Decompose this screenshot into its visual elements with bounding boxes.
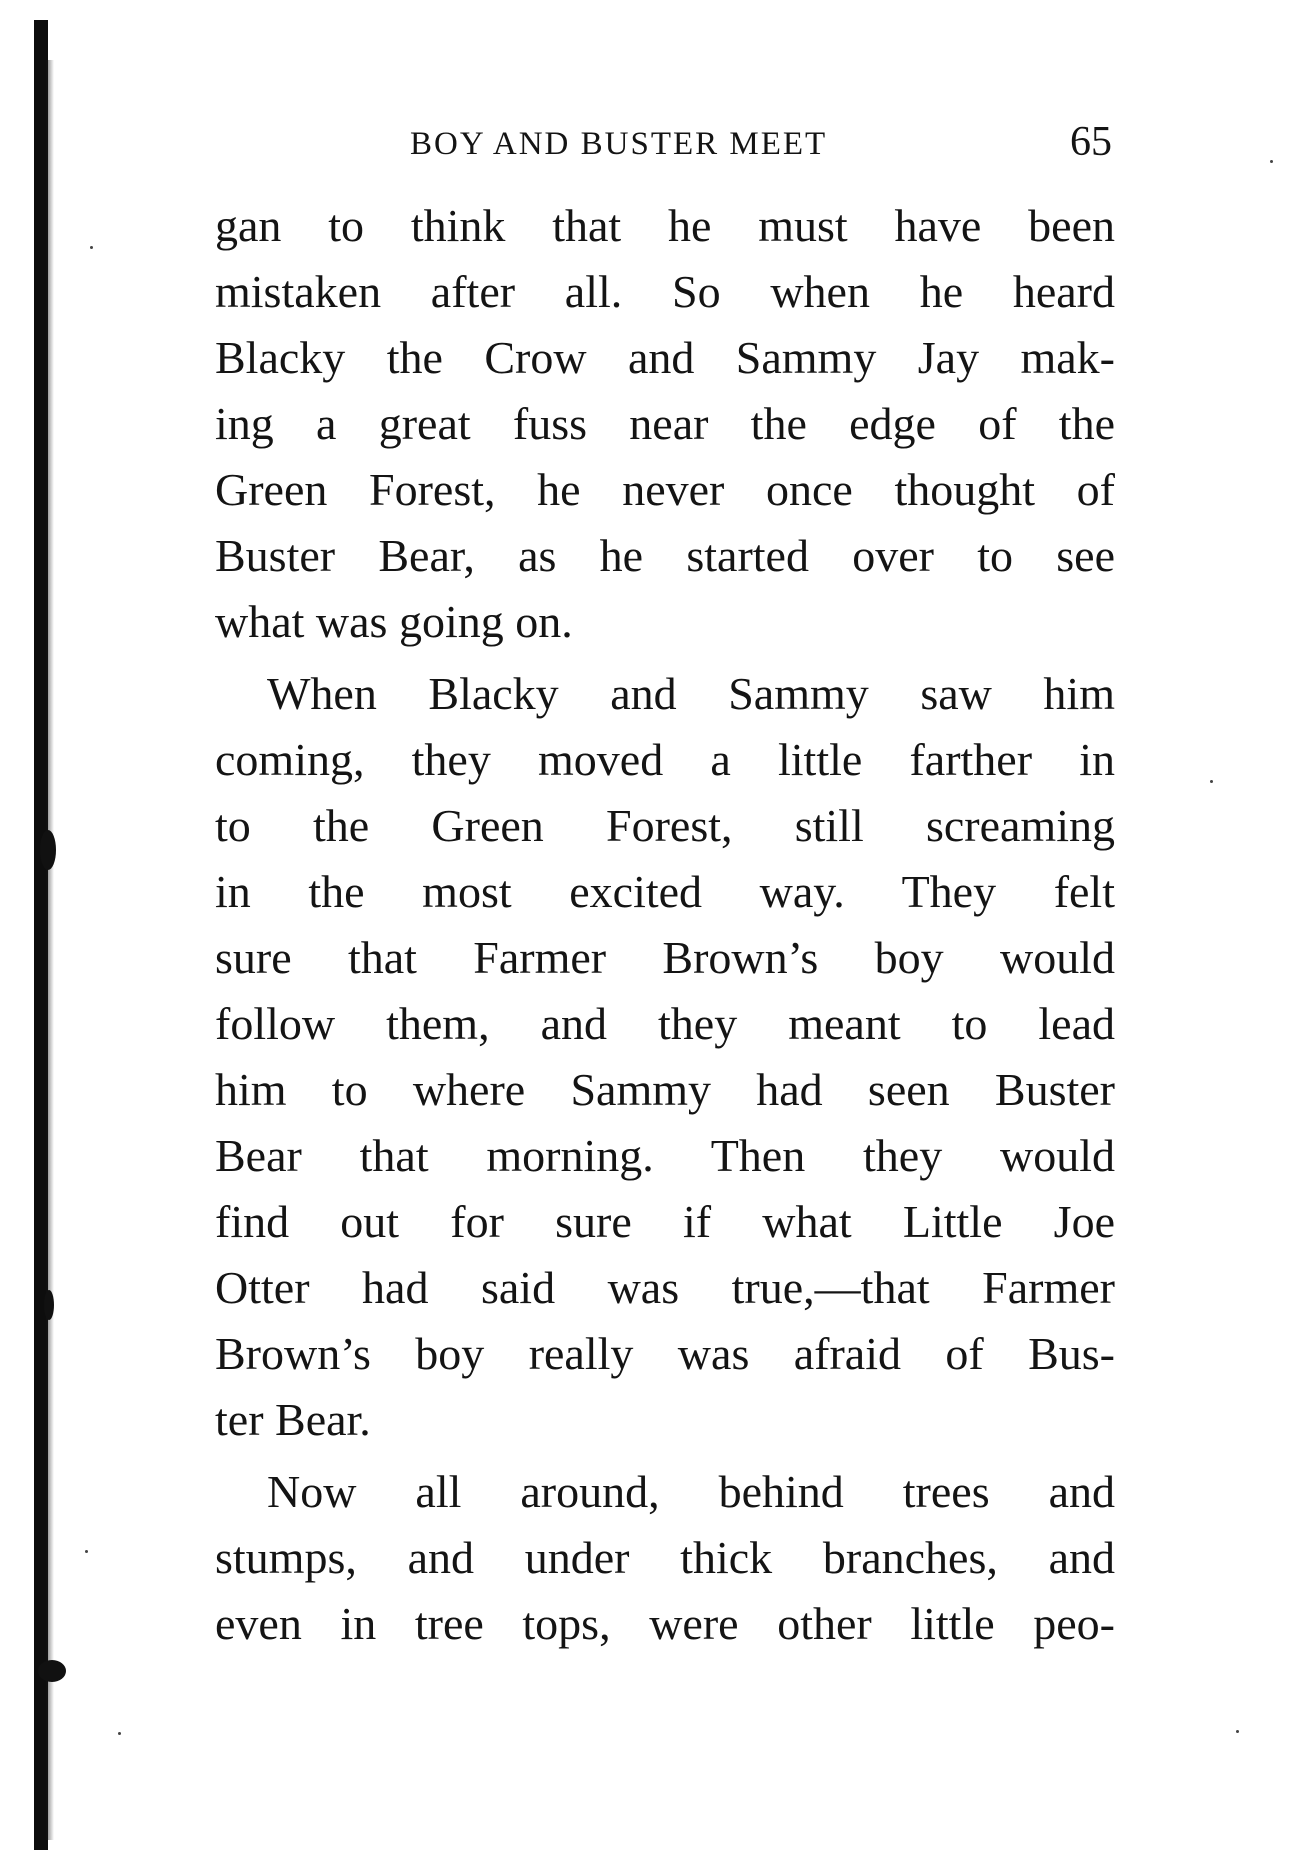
text-line: Otter had said was true,—that Farmer xyxy=(215,1262,1115,1313)
text-line: Buster Bear, as he started over to see xyxy=(215,530,1115,581)
text-line: mistaken after all. So when he heard xyxy=(215,266,1115,317)
text-line: Green Forest, he never once thought of xyxy=(215,464,1115,515)
ink-blot xyxy=(40,830,56,870)
scan-speck xyxy=(90,246,93,249)
text-line: Now all around, behind trees and xyxy=(267,1466,1115,1517)
text-line: to the Green Forest, still screaming xyxy=(215,800,1115,851)
text-line: ing a great fuss near the edge of the xyxy=(215,398,1115,449)
scan-speck xyxy=(1210,780,1213,783)
running-head: BOY AND BUSTER MEET xyxy=(410,126,828,162)
scan-speck xyxy=(1270,160,1273,163)
text-line: stumps, and under thick branches, and xyxy=(215,1532,1115,1583)
ink-blot xyxy=(44,1290,54,1320)
text-line: coming, they moved a little farther in xyxy=(215,734,1115,785)
text-line: Bear that morning. Then they would xyxy=(215,1130,1115,1181)
binding-shadow xyxy=(46,60,54,1840)
text-line: Brown’s boy really was afraid of Bus- xyxy=(215,1328,1115,1379)
scan-speck xyxy=(1236,1730,1239,1733)
paragraph xyxy=(215,1459,1115,1657)
text-line: find out for sure if what Little Joe xyxy=(215,1196,1115,1247)
scan-speck xyxy=(85,1550,88,1553)
text-line: sure that Farmer Brown’s boy would xyxy=(215,932,1115,983)
paragraph xyxy=(215,661,1115,1453)
text-line: even in tree tops, were other little peo- xyxy=(215,1598,1115,1649)
text-line: him to where Sammy had seen Buster xyxy=(215,1064,1115,1115)
text-line: follow them, and they meant to lead xyxy=(215,998,1115,1049)
text-line: When Blacky and Sammy saw him xyxy=(267,668,1115,719)
ink-blot xyxy=(38,1660,66,1682)
text-line: gan to think that he must have been xyxy=(215,200,1115,251)
page-header xyxy=(400,118,1112,168)
text-line: what was going on. xyxy=(215,596,573,647)
paragraph xyxy=(215,193,1115,655)
text-line: in the most excited way. They felt xyxy=(215,866,1115,917)
body-text xyxy=(215,193,1115,1657)
page-number: 65 xyxy=(1070,119,1112,165)
text-line: Blacky the Crow and Sammy Jay mak- xyxy=(215,332,1115,383)
scan-speck xyxy=(118,1732,121,1735)
text-line: ter Bear. xyxy=(215,1394,371,1445)
